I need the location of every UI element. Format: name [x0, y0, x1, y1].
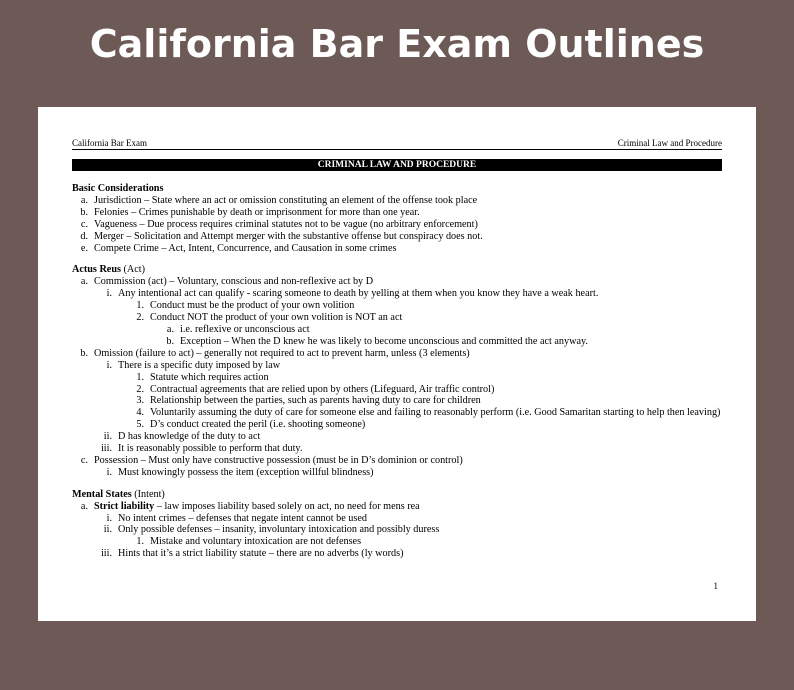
list-item: c. Possession – Must only have constructive possession (must be in D’s dominion or control): [80, 454, 463, 466]
list-item: c. Vagueness – Due process requires criminal statutes not to be vague (no arbitrary enforcement): [80, 218, 478, 230]
list-item: 1. Mistake and voluntary intoxication are not defenses: [136, 536, 362, 548]
list-item: a. Jurisdiction – State where an act or omission constituting an element of the offense took place: [80, 194, 478, 206]
list-item: i. There is a specific duty imposed by law: [106, 359, 281, 371]
list-item: a. i.e. reflexive or unconscious act: [166, 323, 310, 335]
list-item: b. Felonies – Crimes punishable by death or imprisonment for more than one year.: [80, 206, 420, 218]
header-left: California Bar Exam: [72, 138, 147, 148]
list-item: 1. Conduct must be the product of your own volition: [136, 300, 355, 312]
list-item: i. Any intentional act can qualify - scaring someone to death by yelling at them when you know they have a weak heart.: [106, 288, 599, 300]
list-item: i. No intent crimes – defenses that negate intent cannot be used: [106, 512, 367, 524]
list-item: iii. It is reasonably possible to perform that duty.: [100, 443, 303, 455]
list-item: 3. Relationship between the parties, such as parents having duty to care for children: [136, 395, 481, 407]
list-item: iii. Hints that it’s a strict liability statute – there are no adverbs (ly words): [100, 548, 404, 560]
page-header: [72, 138, 722, 150]
banner-title: California Bar Exam Outlines: [89, 22, 705, 66]
list-item: d. Merger – Solicitation and Attempt merger with the substantive offense but conspiracy does not.: [80, 230, 483, 242]
list-item: e. Compete Crime – Act, Intent, Concurrence, and Causation in some crimes: [80, 242, 397, 254]
list-item: a. Strict liability – law imposes liability based solely on act, no need for mens rea: [80, 500, 420, 512]
list-item: i. Must knowingly possess the item (exception willful blindness): [106, 466, 374, 478]
list-item: 1. Statute which requires action: [136, 371, 269, 383]
list-item: 4. Voluntarily assuming the duty of care for someone else and failing to reasonably perform (i.e. Good Samaritan starting to help then leaving): [136, 407, 721, 419]
document-page: [38, 107, 756, 621]
list-item: ii. Only possible defenses – insanity, involuntary intoxication and possibly duress: [103, 524, 440, 536]
document-title: CRIMINAL LAW AND PROCEDURE: [72, 159, 722, 171]
list-item: 2. Conduct NOT the product of your own volition is NOT an act: [136, 312, 403, 324]
list-item: b. Exception – When the D knew he was likely to become unconscious and committed the act anyway.: [166, 335, 588, 347]
list-item: 2. Contractual agreements that are relied upon by others (Lifeguard, Air traffic control): [136, 383, 495, 395]
section-heading-basic: Basic Considerations: [72, 183, 164, 194]
list-item: a. Commission (act) – Voluntary, conscious and non-reflexive act by D: [80, 276, 374, 288]
outline-content: [72, 183, 722, 560]
list-item: 5. D’s conduct created the peril (i.e. shooting someone): [136, 419, 366, 431]
list-item: b. Omission (failure to act) – generally not required to act to prevent harm, unless (3 elements): [80, 347, 470, 359]
section-heading-actus-reus: Actus Reus (Act): [72, 264, 146, 276]
page-number: 1: [713, 581, 718, 591]
list-item: ii. D has knowledge of the duty to act: [103, 431, 261, 443]
header-right: Criminal Law and Procedure: [617, 138, 722, 148]
section-heading-mental-states: Mental States (Intent): [72, 488, 165, 500]
